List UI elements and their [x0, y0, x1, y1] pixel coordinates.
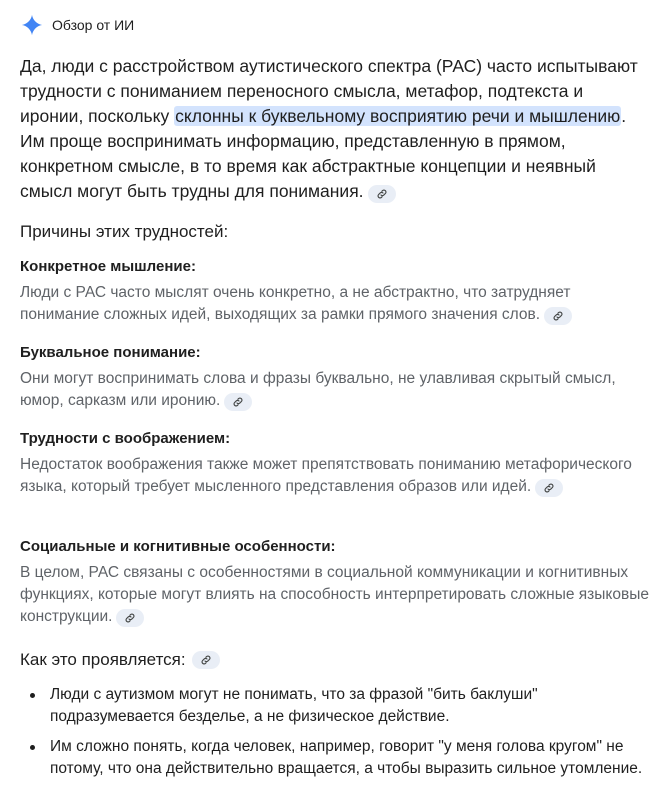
- link-icon: [552, 310, 564, 322]
- source-link-button[interactable]: [544, 307, 572, 325]
- section-body-text: Недостаток воображения также может препятствовать пониманию метафорического языка, который требует мысленного представления образов или идей.: [20, 456, 632, 495]
- highlighted-phrase[interactable]: склонны к буквельному восприятию речи и мышлению: [175, 106, 621, 126]
- section-body: [20, 562, 650, 628]
- section-literal-understanding: [20, 342, 650, 412]
- list-item: Им сложно понять, когда человек, например, говорит "у меня голова кругом" не потому, что она действительно вращается, а чтобы выразить сильное утомление.: [20, 736, 650, 780]
- source-link-button[interactable]: [368, 185, 396, 203]
- ai-overview-header: [21, 13, 134, 37]
- section-body-text: В целом, РАС связаны с особенностями в социальной коммуникации и когнитивных функциях, которые могут влиять на способность интерпретировать сложные языковые конструкции.: [20, 564, 649, 625]
- section-body-text: Люди с РАС часто мыслят очень конкретно, а не абстрактно, что затрудняет понимание сложных идей, выходящих за рамки прямого значения слов.: [20, 284, 571, 323]
- link-icon: [232, 396, 244, 408]
- reasons-heading: Причины этих трудностей:: [20, 222, 229, 241]
- section-body: [20, 368, 650, 412]
- source-link-button[interactable]: [224, 393, 252, 411]
- link-icon: [376, 188, 388, 200]
- answer-summary: [20, 54, 650, 204]
- section-body: [20, 454, 650, 498]
- ai-overview-title: Обзор от ИИ: [52, 17, 135, 33]
- source-link-button[interactable]: [116, 609, 144, 627]
- link-icon: [124, 612, 136, 624]
- section-title: Конкретное мышление:: [20, 258, 196, 275]
- section-concrete-thinking: [20, 256, 650, 326]
- answer-text-part2: . Им проще воспринимать информацию, представленную в прямом, конкретном смысле, в то время как абстрактные концепции и неявный смысл могут быть трудны для понимания.: [20, 106, 627, 201]
- section-social-cognitive: [20, 536, 650, 628]
- source-link-button[interactable]: [192, 651, 220, 669]
- link-icon: [543, 482, 555, 494]
- how-heading-text: Как это проявляется:: [20, 650, 186, 669]
- list-item: Люди с аутизмом могут не понимать, что за фразой "бить баклуши" подразумевается безделье, а не физическое действие.: [20, 684, 650, 728]
- how-it-manifests-heading: [20, 650, 220, 670]
- link-icon: [200, 654, 212, 666]
- section-title: Буквальное понимание:: [20, 344, 201, 361]
- section-title: Трудности с воображением:: [20, 430, 231, 447]
- section-title: Социальные и когнитивные особенности:: [20, 538, 336, 555]
- section-body-text: Они могут воспринимать слова и фразы буквально, не улавливая скрытый смысл, юмор, сарказм или иронию.: [20, 370, 616, 409]
- gemini-spark-icon: [21, 14, 43, 36]
- section-body: [20, 282, 650, 326]
- examples-list: [20, 684, 650, 788]
- answer-text-part1: Да, люди с расстройством аутистического спектра (РАС) часто испытывают трудности с пониманием переносного смысла, метафор, подтекста и иронии, поскольку: [20, 56, 638, 126]
- section-imagination: [20, 428, 650, 498]
- source-link-button[interactable]: [535, 479, 563, 497]
